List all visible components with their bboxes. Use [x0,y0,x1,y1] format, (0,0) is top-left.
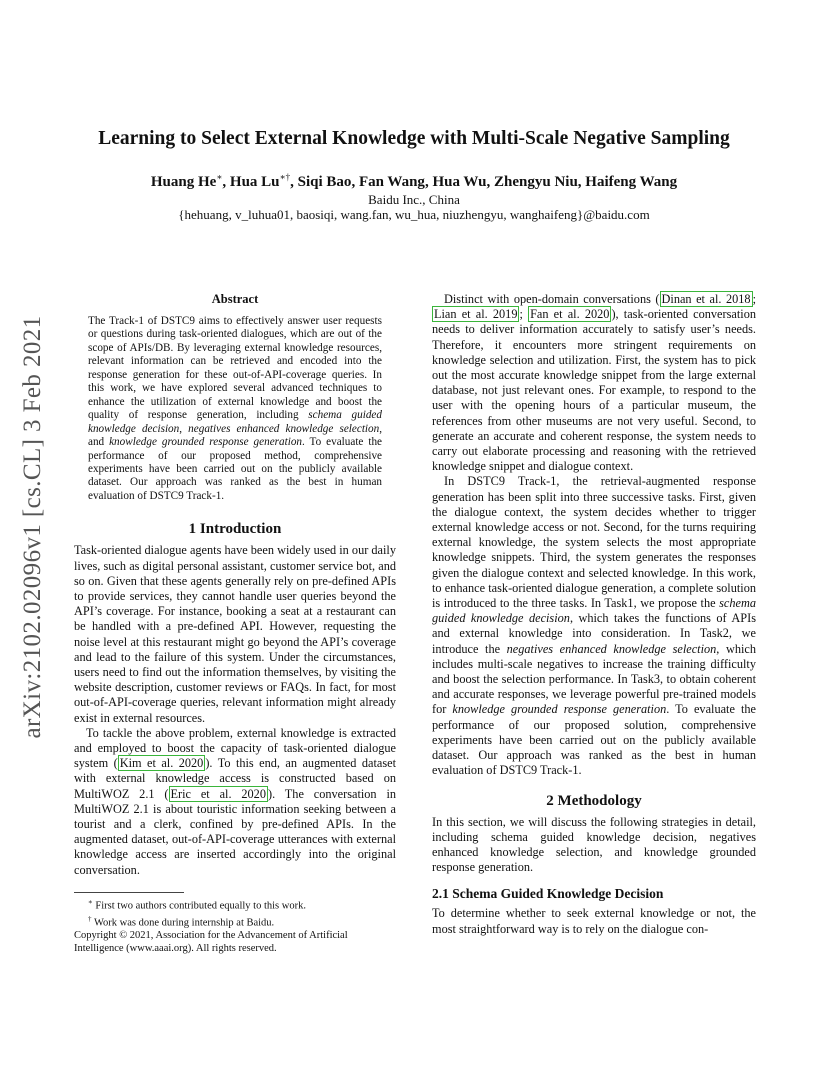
author-list [0,172,828,191]
author: Zhengyu Niu, [494,174,586,190]
abstract-body: The Track-1 of DSTC9 aims to effectively answer user requests or questions during task-oriented dialogues, which are out of the scope of APIs/DB. By leveraging external knowledge resources, relevant information can be retrieved and encoded into the response generation for these out-of-API-coverage queries. In this work, we have explored several advanced techniques to enhance the utilization of external knowledge and boost the quality of response generation, including schema guided knowledge decision, negatives enhanced knowledge selection, and knowledge grounded response generation. To evaluate the performance of our proposed method, comprehensive experiments have been carried out on the publicly available dataset. Our approach was ranked as the best in human evaluation of DSTC9 Track-1. [88,315,383,502]
paragraph: To tackle the above problem, external knowledge is extracted and employed to boost the capacity of task-oriented dialogue system ( Kim et al. 2020 ). To this end, an augmented dataset with external knowledge access is constructed based on MultiWOZ 2.1 ( Eric et al. 2020 ). The conversation in MultiWOZ 2.1 is about touristic information seeking between a tourist and a clerk, confined by pre-defined APIs. In the augmented dataset, out-of-API-coverage utterances with external knowledge access are inserted accordingly into the original conversation. [74,725,397,877]
paragraph: To determine whether to seek external knowledge or not, the most straightforward way is to rely on the dialogue con- [432,906,756,936]
section-heading-methodology: 2 Methodology [546,792,642,809]
author-emails: {hehuang, v_luhua01, baosiqi, wang.fan, wu_hua, niuzhengyu, wanghaifeng}@baidu.com [178,207,650,222]
paragraph: In this section, we will discuss the following strategies in detail, including schema guided knowledge decision, negatives enhanced knowledge selection, and knowledge grounded response generation. [432,814,756,875]
section-heading-introduction: 1 Introduction [188,521,282,538]
right-column [432,292,756,937]
author: Hua Lu∗†, [229,172,298,190]
arxiv-sidebar [16,296,50,758]
footnote-rule [74,892,184,893]
author: Siqi Bao, [297,174,359,190]
author: Hua Wu, [432,174,494,190]
author: Huang He∗, [150,172,230,190]
paragraph: In DSTC9 Track-1, the retrieval-augmented response generation has been split into three successive tasks. First, given the dialogue context, the system decides whether to trigger external knowledge access or not. Second, for the turns requiring external knowledge, the system selects the most appropriate knowledge snippets. Third, the system generates the responses given the dialogue context and selected knowledge. In this work, to enhance task-oriented dialogue generation, a complete solution is introduced to the three tasks. In Task1, we propose the schema guided knowledge decision, which takes the functions of APIs and external knowledge into consideration. In Task2, we introduce the negatives enhanced knowledge selection, which includes multi-scale negatives to increase the training difficulty and boost the selection performance. In Task3, to obtain coherent and accurate responses, we leverage powerful pre-trained models for knowledge grounded response generation. To evaluate the performance of our proposed solution, comprehensive experiments have been carried out on the publicly available dataset. Our approach was ranked as the best in human evaluation of DSTC9 Track-1. [432,474,756,778]
citation-link[interactable]: Lian et al. 2019 [434,307,518,322]
left-column [74,292,396,878]
author: Haifeng Wang [585,174,678,190]
affiliation: Baidu Inc., China [368,192,460,207]
footnote: ∗ First two authors contributed equally to this work. [88,898,306,912]
citation-link[interactable]: Kim et al. 2020 [119,756,204,771]
paragraph: Distinct with open-domain conversations ( Dinan et al. 2018 ; Lian et al. 2019 ; Fan et al. 2020 ), task-oriented conversation needs to deliver information accurately to satisfy user’s needs. Therefore, it encounters more stringent requirements on knowledge selection and utilization. First, the system has to pick out the most accurate knowledge snippet from the large external database, not just relevant ones. For example, to respond to the user with the opening hours of a particular museum, the references from other museums are not very useful. Second, to generate an accurate and coherent response, the system needs to carry out elaborate processing and reasoning with the retrieved knowledge snippet and dialogue context. [432,292,756,474]
citation-link[interactable]: Eric et al. 2020 [170,786,266,801]
footnotes [74,892,396,955]
arxiv-identifier: arXiv:2102.02096v1 [cs.CL] 3 Feb 2021 [19,315,46,739]
footnote: † Work was done during internship at Baidu. [88,914,275,928]
citation-link[interactable]: Dinan et al. 2018 [661,292,751,306]
copyright-notice: Copyright © 2021, Association for the Advancement of Artificial Intelligence (www.aaai.org). All rights reserved. [74,930,348,954]
abstract-section [74,292,396,503]
paper-title: Learning to Select External Knowledge with Multi-Scale Negative Sampling [98,128,730,149]
subsection-heading: 2.1 Schema Guided Knowledge Decision [432,886,664,902]
author: Fan Wang, [358,174,433,190]
paragraph: Task-oriented dialogue agents have been widely used in our daily lives, such as digital personal assistant, customer service bot, and so on. Given that these agents generally rely on pre-defined APIs to provide services, they cannot handle user queries beyond the API’s coverage. For instance, booking a seat at a restaurant can be handled with a pre-defined API. However, requesting the noise level at this restaurant might go beyond the API’s coverage and lead to the failure of this system. Under the circumstances, users need to find out the information themselves, by visiting the website description, customer reviews or FAQs. In fact, for most out-of-API-coverage queries, relevant information might already exist in external resources. [74,543,396,725]
citation-link[interactable]: Fan et al. 2020 [530,307,610,322]
abstract-heading: Abstract [211,292,259,306]
